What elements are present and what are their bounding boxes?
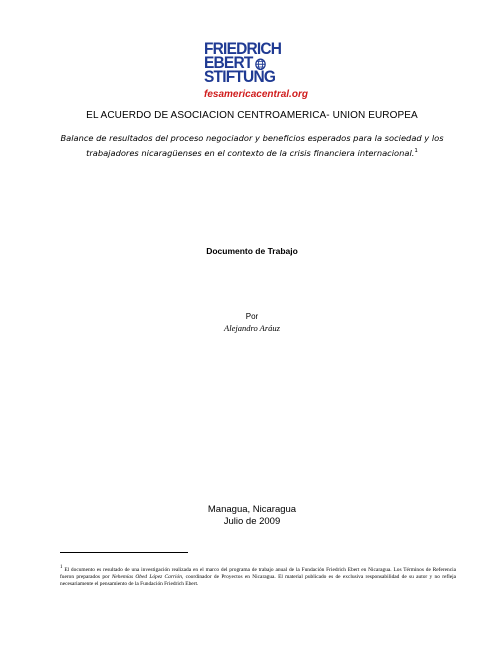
logo-text-friedrich: FRIEDRICH: [204, 39, 282, 59]
document-type: Documento de Trabajo: [206, 246, 298, 256]
document-title: EL ACUERDO DE ASOCIACION CENTROAMERICA- UNION EUROPEA: [86, 110, 418, 121]
logo-text-ebert: EBERT: [204, 53, 253, 73]
subtitle-text: Balance de resultados del proceso negociador y beneficios esperados para la sociedad y los trabajadores nicaragüenses en el contexto de la crisis financiera internacional.: [60, 133, 444, 158]
place-date-text: Julio de 2009: [223, 516, 281, 527]
logo-url: fesamericacentral.org: [204, 89, 308, 100]
footnote-coordinator: Nehemías Obed López Carrión: [111, 573, 182, 580]
footnote: [60, 564, 456, 588]
footnote-marker: 1: [60, 565, 63, 570]
subtitle-footnote-marker: 1: [414, 148, 418, 154]
fes-logo: [204, 39, 304, 87]
footnote-text-part1: El documento es resultado de una investigación realizada en el marco del programa de trabajo anual de la Fundación Friedrich Ebert en Nicaragua. Los Términos de Referencia fueron preparados por: [60, 566, 456, 580]
place-city: Managua, Nicaragua: [207, 504, 297, 515]
place-date: [0, 504, 504, 528]
logo-line-stiftung: [204, 67, 304, 87]
document-subtitle: [60, 132, 444, 160]
byline-por: Por: [245, 312, 259, 321]
logo-text-stiftung: STIFTUNG: [204, 67, 276, 87]
footnote-text-part2: , coordinador de Proyectos en Nicaragua. El material publicado es de exclusiva responsabilidad de su autor y no refleja necesariamente el pensamiento de la Fundación Friedrich Ebert.: [60, 573, 456, 587]
author-name: Alejandro Aráuz: [224, 323, 280, 333]
footnote-separator: [60, 552, 188, 553]
